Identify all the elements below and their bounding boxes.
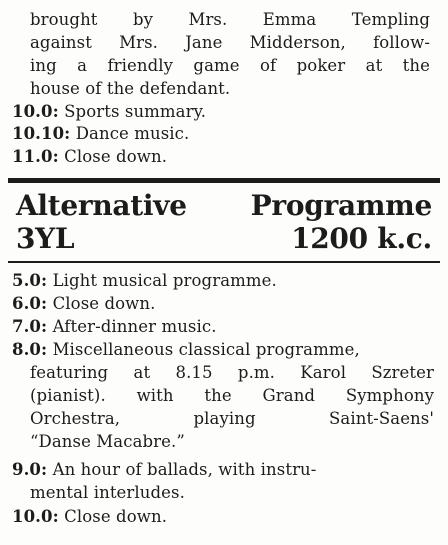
programme-text: Close down. bbox=[64, 507, 168, 526]
schedule-item bbox=[12, 123, 189, 144]
programme-text: After-dinner music. bbox=[52, 317, 217, 336]
heading-alternative: Alternative bbox=[16, 189, 187, 222]
programme-time: 5.0: bbox=[12, 271, 48, 290]
continuation-line-2: against Mrs. Jane Midderson, follow- bbox=[30, 33, 430, 52]
programme-time: 10.0: bbox=[12, 507, 59, 526]
programme-time: 8.0: bbox=[12, 340, 48, 359]
programme-text: Close down. bbox=[52, 294, 156, 313]
schedule-time: 11.0: bbox=[12, 147, 59, 166]
programme-continuation: Orchestra, playing Saint-Saens' bbox=[30, 409, 434, 428]
programme-item bbox=[12, 459, 434, 480]
programme-item bbox=[12, 293, 155, 314]
continuation-line-1: brought by Mrs. Emma Templing bbox=[30, 10, 430, 29]
programme-item bbox=[12, 316, 217, 337]
programme-time: 7.0: bbox=[12, 317, 48, 336]
continuation-line-4: house of the defendant. bbox=[30, 79, 231, 98]
station-call-sign: 3YL bbox=[16, 222, 75, 255]
programme-continuation: “Danse Macabre.” bbox=[30, 432, 185, 451]
programme-time: 9.0: bbox=[12, 460, 48, 479]
programme-time: 6.0: bbox=[12, 294, 48, 313]
programme-item bbox=[12, 270, 277, 291]
schedule-text: Sports summary. bbox=[64, 102, 207, 121]
station-frequency: 1200 k.c. bbox=[291, 222, 432, 255]
schedule-item bbox=[12, 101, 206, 122]
schedule-item bbox=[12, 146, 167, 167]
programme-continuation: mental interludes. bbox=[30, 483, 185, 502]
programme-text: Light musical programme. bbox=[52, 271, 277, 290]
schedule-time: 10.0: bbox=[12, 102, 59, 121]
programme-item bbox=[12, 506, 167, 527]
programme-continuation: (pianist). with the Grand Symphony bbox=[30, 386, 434, 405]
programme-item bbox=[12, 339, 360, 360]
heading-programme: Programme bbox=[250, 189, 432, 222]
schedule-time: 10.10: bbox=[12, 124, 71, 143]
schedule-text: Close down. bbox=[64, 147, 168, 166]
section-rule-bottom bbox=[8, 261, 440, 263]
programme-text: Miscellaneous classical programme, bbox=[52, 340, 360, 359]
schedule-text: Dance music. bbox=[75, 124, 190, 143]
programme-continuation: featuring at 8.15 p.m. Karol Szreter bbox=[30, 363, 434, 382]
section-rule-top bbox=[8, 178, 440, 183]
programme-text: An hour of ballads, with instru- bbox=[52, 460, 317, 479]
continuation-line-3: ing a friendly game of poker at the bbox=[30, 56, 430, 75]
